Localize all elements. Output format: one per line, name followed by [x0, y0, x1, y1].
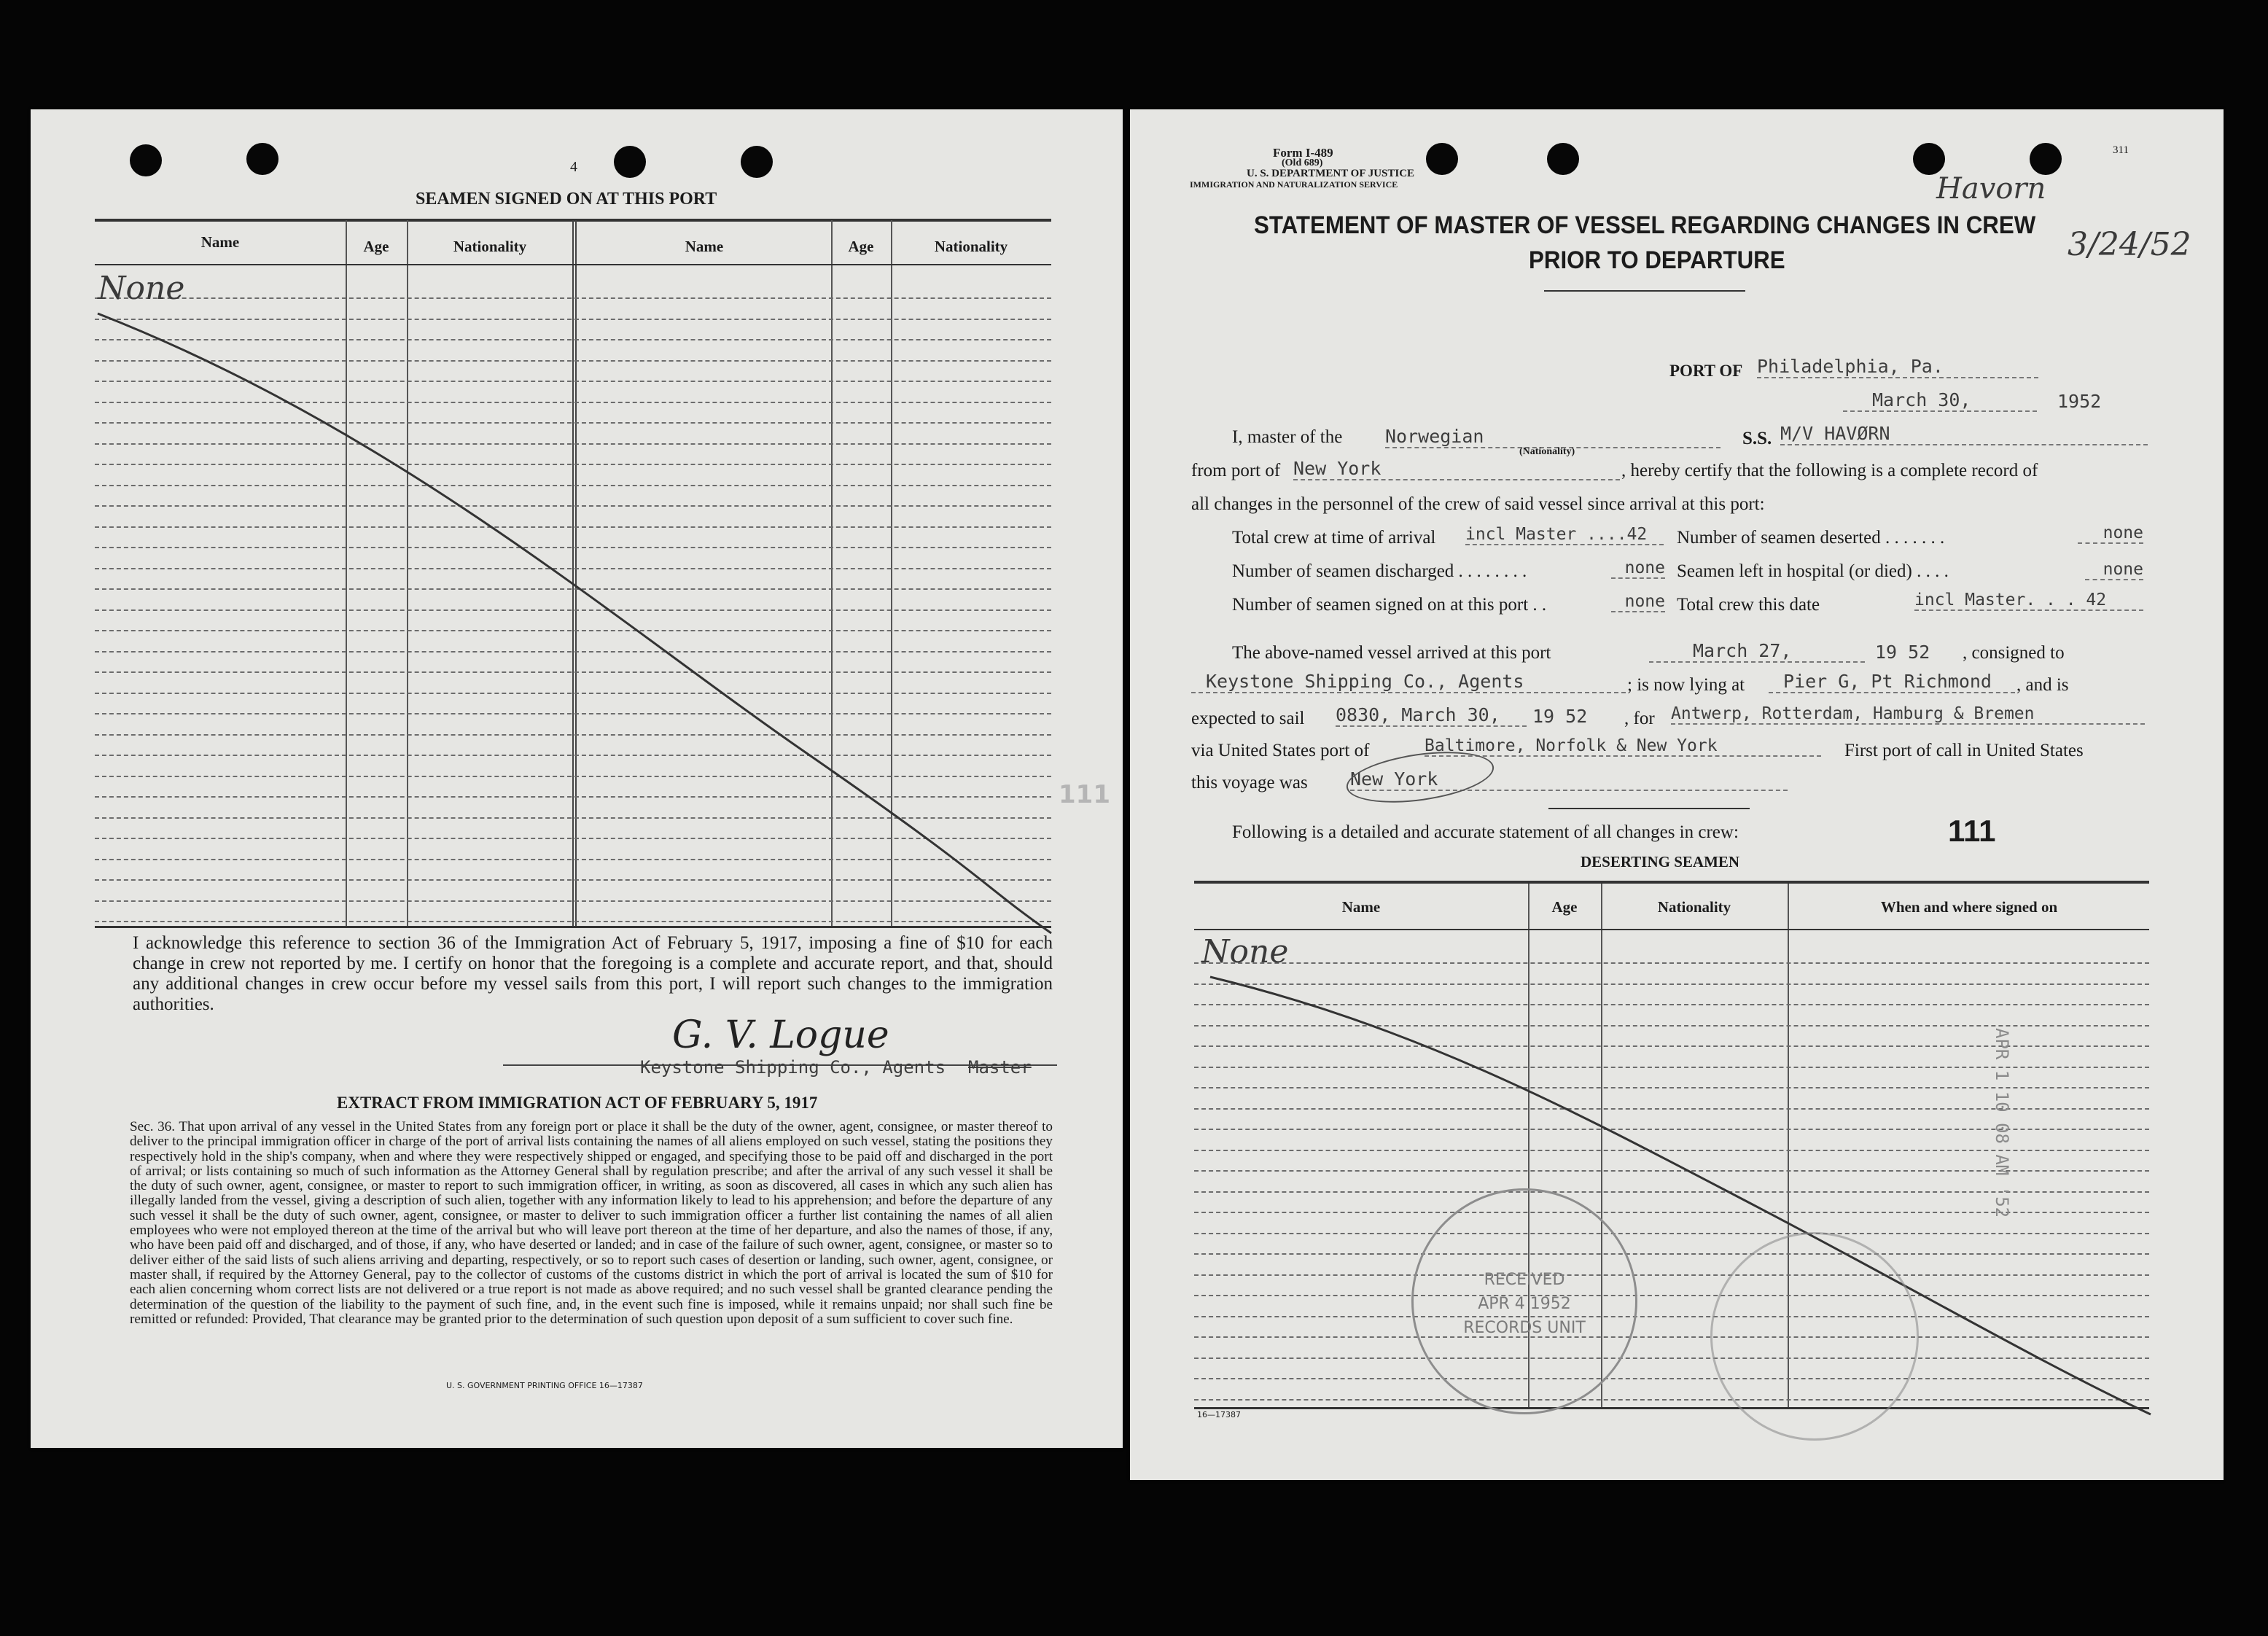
from-port-value: New York — [1293, 458, 1620, 480]
handwritten-date: 3/24/52 — [2068, 226, 2191, 263]
stamped-number: 111 — [1948, 814, 1996, 848]
changes-text: Following is a detailed and accurate statement of all changes in crew: — [1232, 822, 1739, 842]
faint-stamp-number: 111 — [1059, 780, 1110, 809]
voyage-label: this voyage was — [1191, 773, 1308, 792]
department: U. S. DEPARTMENT OF JUSTICE — [1247, 168, 1415, 179]
extract-title: EXTRACT FROM IMMIGRATION ACT OF FEBRUARY 5, 1917 — [337, 1094, 818, 1112]
for-label: , for — [1624, 709, 1655, 728]
col-header-name: Name — [685, 238, 724, 255]
signed-on-label: Number of seamen signed on at this port . . — [1232, 595, 1547, 615]
vessel-name: M/V HAVØRN — [1780, 423, 2148, 445]
stamp-unit-text: RECORDS UNIT — [1463, 1319, 1586, 1337]
col-header-nationality: Nationality — [934, 238, 1008, 255]
printer-code: 16—17387 — [1197, 1410, 1241, 1419]
total-date-label: Total crew this date — [1677, 595, 1820, 615]
total-date-value: incl Master. . . 42 — [1914, 591, 2143, 611]
via-value: Baltimore, Norfolk & New York — [1425, 736, 1821, 757]
arrived-label: The above-named vessel arrived at this port — [1232, 643, 1551, 663]
form-old: (Old 689) — [1282, 157, 1323, 168]
none-entry: None — [98, 270, 185, 307]
col-header-name: Name — [200, 233, 240, 251]
col-header-when-where: When and where signed on — [1880, 898, 2058, 916]
port-value: Philadelphia, Pa. — [1757, 356, 2038, 378]
expected-label: expected to sail — [1191, 709, 1305, 728]
col-header-age: Age — [848, 238, 874, 255]
printer-line: U. S. GOVERNMENT PRINTING OFFICE 16—17387 — [446, 1381, 643, 1390]
signed-on-value: none — [1611, 592, 1665, 612]
acknowledgment-text: I acknowledge this reference to section 36 of the Immigration Act of February 5, 1917, imposing a fine of $10 for each change in crew not reported by me. I certify on honor that the foregoing is a complete and accurate report, and that, should any additional changes in crew occur before my vessel sails from this port, I will report such changes to the immigration authorities. — [133, 933, 1053, 1014]
received-stamp — [1411, 1188, 1637, 1414]
stamp-received-text: RECEIVED — [1484, 1271, 1565, 1289]
master-of-label: I, master of the — [1232, 427, 1343, 447]
voyage-value: New York — [1350, 768, 1788, 791]
via-label: via United States port of — [1191, 741, 1370, 760]
first-port-label: First port of call in United States — [1844, 741, 2084, 760]
right-page — [1130, 109, 2224, 1480]
deserted-value: none — [2078, 523, 2143, 544]
signer-agent: Keystone Shipping Co., Agents — [640, 1057, 946, 1078]
col-header-name: Name — [1341, 898, 1381, 916]
ss-label: S.S. — [1742, 429, 1772, 448]
col-header-age: Age — [363, 238, 389, 255]
and-is-text: , and is — [2016, 675, 2069, 695]
col-header-nationality: Nationality — [453, 238, 527, 255]
all-changes-text: all changes in the personnel of the crew of said vessel since arrival at this port: — [1191, 494, 1765, 514]
arrived-year: 19 52 — [1875, 642, 1930, 663]
side-stamp: APR 1 10 08 AM '52 — [1992, 1028, 2012, 1218]
certify-text: , hereby certify that the following is a complete record of — [1621, 461, 2038, 480]
signature: G. V. Logue — [672, 1013, 889, 1057]
total-arrival-label: Total crew at time of arrival — [1232, 528, 1436, 548]
lying-value: Pier G, Pt Richmond — [1769, 671, 2015, 693]
nationality-caption: (Nationality) — [1519, 446, 1575, 457]
nationality-value: Norwegian — [1385, 426, 1721, 448]
consigned-label: , consigned to — [1963, 643, 2065, 663]
lying-label: ; is now lying at — [1627, 675, 1745, 695]
date-value: March 30, — [1843, 389, 2037, 412]
date-year: 1952 — [2057, 391, 2102, 412]
form-title-line1: STATEMENT OF MASTER OF VESSEL REGARDING CHANGES IN CREW — [1254, 211, 2036, 239]
extract-text: Sec. 36. That upon arrival of any vessel in the United States from any foreign port or place it shall be the duty of the owner, agent, consignee, or master thereof to deliver to the principal immigration officer in charge of the port of arrival lists containing the names of all aliens employed on such vessel, stating the positions they respectively hold in the ship's company, when and where they were respectively shipped or engaged, and specifying those to be paid off and discharged in the port of arrival; or lists containing so much of such information as the Attorney General shall by regulation prescribe; and after the arrival of any such vessel it shall be the duty of such owner, agent, consignee, or master to report to such immigration officer, in writing, as soon as discovered, all cases in which any such alien has illegally landed from the vessel, giving a description of such alien, together with any information likely to lead to his apprehension; and before the departure of any such vessel it shall be the duty of such owner, agent, consignee, or master to deliver to such immigration officer a further list containing the names of all alien employees who were not employed thereon at the time of the arrival but who will leave port thereon at the time of her departure, and also the names of those, if any, who have been paid off and discharged, and of those, if any, who have deserted or landed; and in case of the failure of such owner, agent, consignee, or master so to deliver either of the said lists of such aliens arriving and departing, respectively, or so to report such cases of desertion or landing, such owner, agent, consignee, or master shall, if required by the Attorney General, pay to the collector of customs of the customs district in which the port of arrival is located the sum of $10 for each alien concerning whom correct lists are not delivered or a true report is not made as above required; and no such vessel shall be granted clearance pending the determination of the question of the liability to the payment of such fine, and, in the event such fine is imposed, while it remains unpaid; nor shall such fine be remitted or refunded: Provided, That clearance may be granted prior to the determination of such question upon deposit of a sum sufficient to cover such fine. — [130, 1119, 1053, 1327]
left-page — [31, 109, 1123, 1448]
expected-year: 19 52 — [1532, 706, 1588, 727]
cancel-line — [31, 109, 1123, 1057]
hospital-value: none — [2085, 560, 2143, 580]
cancel-line — [1130, 109, 2224, 1480]
hospital-label: Seamen left in hospital (or died) . . . . — [1677, 561, 1949, 581]
deserted-label: Number of seamen deserted . . . . . . . — [1677, 528, 1945, 548]
total-arrival-value: incl Master ....42 — [1465, 525, 1664, 545]
none-entry: None — [1201, 933, 1289, 970]
discharged-label: Number of seamen discharged . . . . . . . . — [1232, 561, 1527, 581]
secondary-stamp — [1710, 1232, 1919, 1441]
port-label: PORT OF — [1669, 362, 1743, 380]
corner-number: 311 — [2113, 144, 2129, 156]
page-number: 4 — [570, 159, 577, 175]
form-title-line2: PRIOR TO DEPARTURE — [1529, 246, 1785, 274]
signer-title: Master — [968, 1057, 1032, 1078]
col-header-age: Age — [1551, 898, 1578, 916]
stamp-date-text: APR 4 1952 — [1478, 1295, 1571, 1313]
handwritten-vessel: Havorn — [1936, 172, 2046, 206]
arrived-value: March 27, — [1649, 640, 1865, 663]
expected-value: 0830, March 30, — [1336, 704, 1527, 727]
service: IMMIGRATION AND NATURALIZATION SERVICE — [1190, 179, 1398, 190]
section-title: SEAMEN SIGNED ON AT THIS PORT — [416, 190, 717, 209]
discharged-value: none — [1611, 558, 1665, 579]
col-header-nationality: Nationality — [1657, 898, 1731, 916]
deserting-title: DESERTING SEAMEN — [1581, 853, 1740, 870]
from-port-label: from port of — [1191, 461, 1281, 480]
destinations: Antwerp, Rotterdam, Hamburg & Bremen — [1671, 704, 2145, 725]
consignee: Keystone Shipping Co., Agents — [1191, 671, 1626, 693]
form-id: Form I-489 — [1273, 146, 1333, 160]
